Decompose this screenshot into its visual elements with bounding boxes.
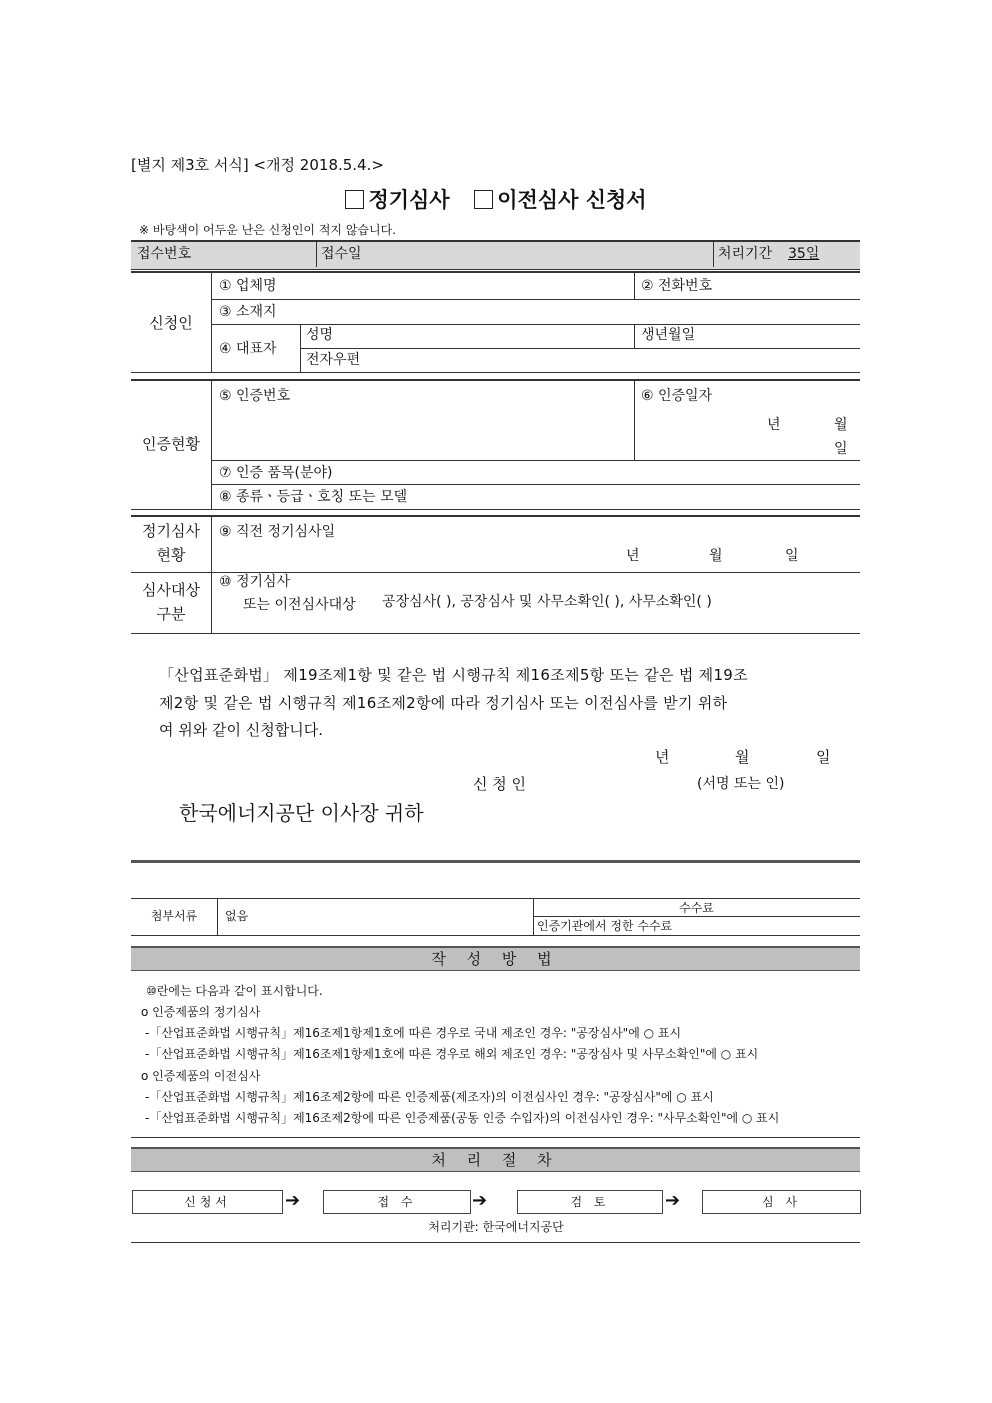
instruction-2: o 인증제품의 정기심사	[141, 1005, 261, 1019]
receipt-no-label: 접수번호	[137, 246, 192, 262]
step-application: 신청서	[132, 1190, 283, 1214]
instruction-7: -「산업표준화법 시행규칙」제16조제2항에 따른 인증제품(공동 인증 수입자)의 이전심사인 경우: "사무소확인"에 ○ 표시	[145, 1111, 780, 1125]
statement-line-2: 제2항 및 같은 법 시행규칙 제16조제2항에 따라 정기심사 또는 이전심사를 받기 위하	[159, 694, 728, 712]
target-section-label-1: 심사대상	[142, 581, 200, 599]
signature-field[interactable]: (서명 또는 인)	[697, 776, 785, 792]
addressee: 한국에너지공단 이사장 귀하	[179, 801, 424, 825]
fee-value: 인증기관에서 정한 수수료	[537, 919, 673, 933]
instruction-3: -「산업표준화법 시행규칙」제16조제1항제1호에 따른 경우로 국내 제조인 경우: "공장심사"에 ○ 표시	[145, 1026, 682, 1040]
previous-audit-label[interactable]: ⑨ 직전 정기심사일	[219, 524, 336, 540]
processing-period-value: 35일	[788, 246, 820, 262]
receipt-date-label: 접수일	[321, 246, 362, 262]
checkbox-regular[interactable]	[345, 190, 364, 209]
sign-day: 일	[816, 748, 831, 766]
address-label[interactable]: ③ 소재지	[219, 304, 277, 320]
cert-year: 년	[767, 417, 781, 433]
prev-year: 년	[626, 548, 640, 564]
attach-label: 첨부서류	[150, 909, 198, 923]
form-note: ※ 바탕색이 어두운 난은 신청인이 적지 않습니다.	[139, 223, 397, 237]
birth-date-label[interactable]: 생년월일	[641, 327, 696, 343]
step-audit: 심 사	[702, 1190, 861, 1214]
prev-day: 일	[785, 548, 799, 564]
checkbox-transfer[interactable]	[474, 190, 493, 209]
cert-model-label[interactable]: ⑧ 종류ㆍ등급ㆍ호칭 또는 모델	[219, 489, 408, 505]
instruction-4: -「산업표준화법 시행규칙」제16조제1항제1호에 따른 경우로 해외 제조인 경우: "공장심사 및 사무소확인"에 ○ 표시	[145, 1047, 759, 1061]
step-review: 검 토	[517, 1190, 663, 1214]
title-opt2: 이전심사 신청서	[497, 188, 647, 212]
cert-date-label[interactable]: ⑥ 인증일자	[641, 388, 713, 404]
process-title: 처 리 절 차	[131, 1147, 860, 1172]
fee-label: 수수료	[679, 901, 714, 915]
arrow-icon: ➔	[472, 1190, 488, 1211]
target-label-line2: 또는 이전심사대상	[243, 597, 356, 613]
title-opt1: 정기심사	[368, 188, 450, 212]
arrow-icon: ➔	[285, 1190, 301, 1211]
representative-label: ④ 대표자	[219, 341, 277, 357]
step-receipt: 접 수	[323, 1190, 471, 1214]
prev-month: 월	[709, 548, 723, 564]
instruction-1: ⑩란에는 다음과 같이 표시합니다.	[146, 984, 323, 998]
processing-agency: 처리기관: 한국에너지공단	[428, 1220, 564, 1234]
cert-section-label: 인증현황	[142, 435, 200, 453]
cert-item-label[interactable]: ⑦ 인증 품목(분야)	[219, 465, 333, 481]
cert-month: 월	[834, 417, 848, 433]
target-options[interactable]: 공장심사( ), 공장심사 및 사무소확인( ), 사무소확인( )	[382, 594, 712, 610]
form-header: [별지 제3호 서식] <개정 2018.5.4.>	[131, 156, 384, 174]
applicant-sign-label: 신 청 인	[473, 775, 527, 793]
phone-label[interactable]: ② 전화번호	[641, 278, 713, 294]
instructions-title: 작 성 방 법	[131, 946, 860, 971]
cert-day: 일	[834, 441, 848, 457]
statement-line-3: 여 위와 같이 신청합니다.	[159, 721, 323, 739]
cert-number-label[interactable]: ⑤ 인증번호	[219, 388, 291, 404]
regular-section-label-2: 현황	[156, 546, 186, 564]
arrow-icon: ➔	[665, 1190, 681, 1211]
processing-period-label: 처리기간	[718, 246, 773, 262]
company-name-label[interactable]: ① 업체명	[219, 278, 277, 294]
regular-section-label-1: 정기심사	[142, 522, 200, 540]
applicant-section-label: 신청인	[149, 314, 193, 332]
instruction-5: o 인증제품의 이전심사	[141, 1069, 261, 1083]
instruction-6: -「산업표준화법 시행규칙」제16조제2항에 따른 인증제품(제조자)의 이전심사인 경우: "공장심사"에 ○ 표시	[145, 1090, 714, 1104]
email-label[interactable]: 전자우편	[306, 352, 361, 368]
statement-line-1: 「산업표준화법」 제19조제1항 및 같은 법 시행규칙 제16조제5항 또는 같은 법 제19조	[159, 666, 748, 684]
sign-month: 월	[735, 748, 750, 766]
sign-year: 년	[655, 748, 670, 766]
target-label-line1: ⑩ 정기심사	[219, 574, 291, 590]
form-title	[0, 186, 992, 214]
rep-name-label[interactable]: 성명	[306, 327, 334, 343]
attach-value: 없음	[225, 909, 249, 923]
target-section-label-2: 구분	[156, 605, 186, 623]
